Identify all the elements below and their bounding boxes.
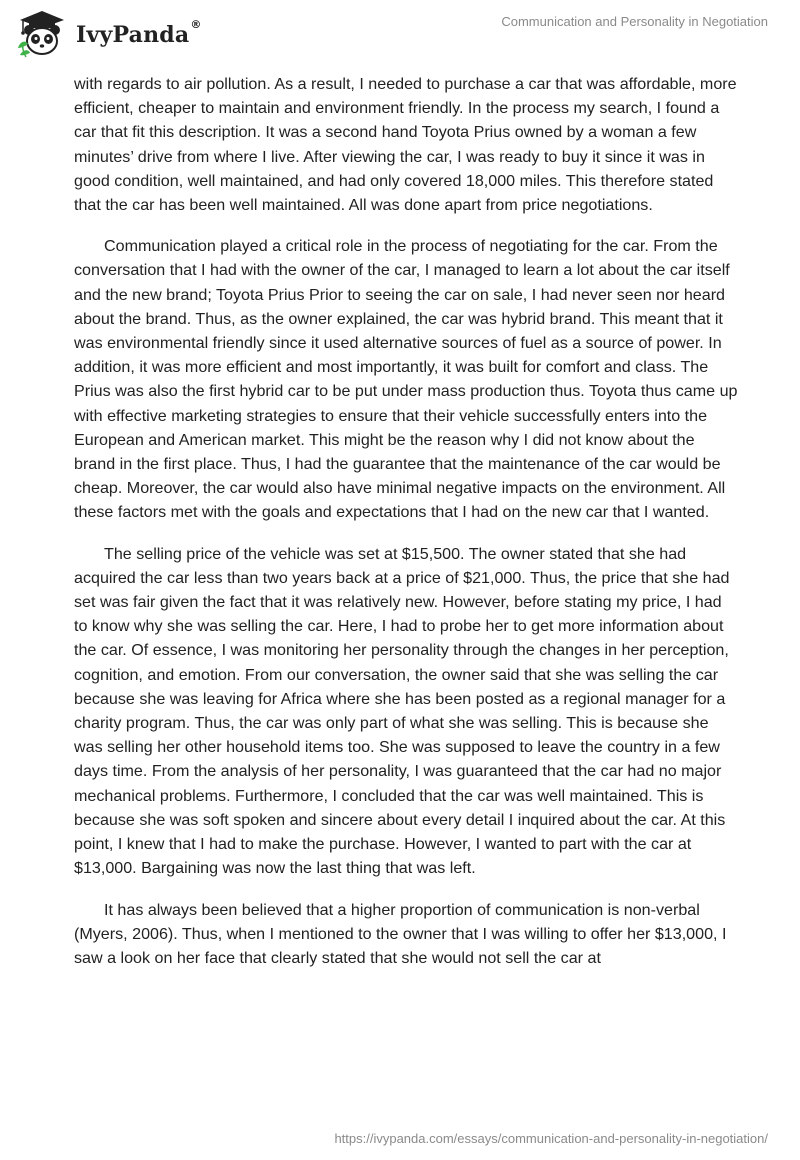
page-header [0,0,800,66]
source-url[interactable]: https://ivypanda.com/essays/communication-and-personality-in-negotiation/ [334,1131,768,1146]
logo-wordmark [76,18,202,48]
paragraph-non-verbal: It has always been believed that a higher proportion of communication is non-verbal (Myers, 2006). Thus, when I mentioned to the owner that I was willing to offer her $13,000, I saw a look on her face that clearly stated that she would not sell the car at [74,900,727,967]
ivypanda-logo[interactable] [14,8,202,60]
paragraph-communication: Communication played a critical role in the process of negotiating for the car. From the conversation that I had with the owner of the car, I managed to learn a lot about the car itself and the new brand; Toyota Prius Prior to seeing the car on sale, I had never seen nor heard about the brand. Thus, as the owner explained, the car was hybrid brand. This meant that it was environmental friendly since it used alternative sources of fuel as a source of power. In addition, it was more efficient and most importantly, it was built for comfort and class. The Prius was also the first hybrid car to be put under mass production thus. Toyota thus came up with effective marketing strategies to ensure that their vehicle successfully enters into the European and American market. This might be the reason why I did not know about the brand in the first place. Thus, I had the guarantee that the maintenance of the car would be cheap. Moreover, the car would also have minimal negative impacts on the environment. All these factors met with the goals and expectations that I had on the new car that I wanted. [74,237,738,522]
panda-graduate-icon [14,8,70,60]
logo-name: IvyPanda [76,22,190,48]
paragraph-selling-price: The selling price of the vehicle was set at $15,500. The owner stated that she had acquired the car less than two years back at a price of $21,000. Thus, the price that she had set was fair given the fact that it was relatively new. However, before stating my price, I had to know why she was selling the car. Here, I had to probe her to get more information about the car. Of essence, I was monitoring her personality through the changes in her perception, cognition, and emotion. From our conversation, the owner said that she was selling the car because she was leaving for Africa where she has been posted as a regional manager for a charity program. Thus, the car was only part of what she was selling. This is because she was selling her other household items too. She was supposed to leave the country in a few days time. From the analysis of her personality, I was guaranteed that the car had no major mechanical problems. Furthermore, I concluded that the car was well maintained. This is because she was soft spoken and sincere about every detail I inquired about the car. At this point, I knew that I had to make the purchase. However, I wanted to part with the car at $13,000. Bargaining was now the last thing that was left. [74,544,730,878]
document-title: Communication and Personality in Negotiation [501,14,768,29]
registered-mark: ® [190,18,202,31]
paragraph-continued: with regards to air pollution. As a result, I needed to purchase a car that was affordable, more efficient, cheaper to maintain and environment friendly. In the process my search, I found a car that fit this description. It was a second hand Toyota Prius owned by a woman a few minutes’ drive from where I live. After viewing the car, I was ready to buy it since it was in good condition, well maintained, and had only covered 18,000 miles. This therefore stated that the car has been well maintained. All was done apart from price negotiations. [74,75,737,215]
essay-body [74,72,738,987]
